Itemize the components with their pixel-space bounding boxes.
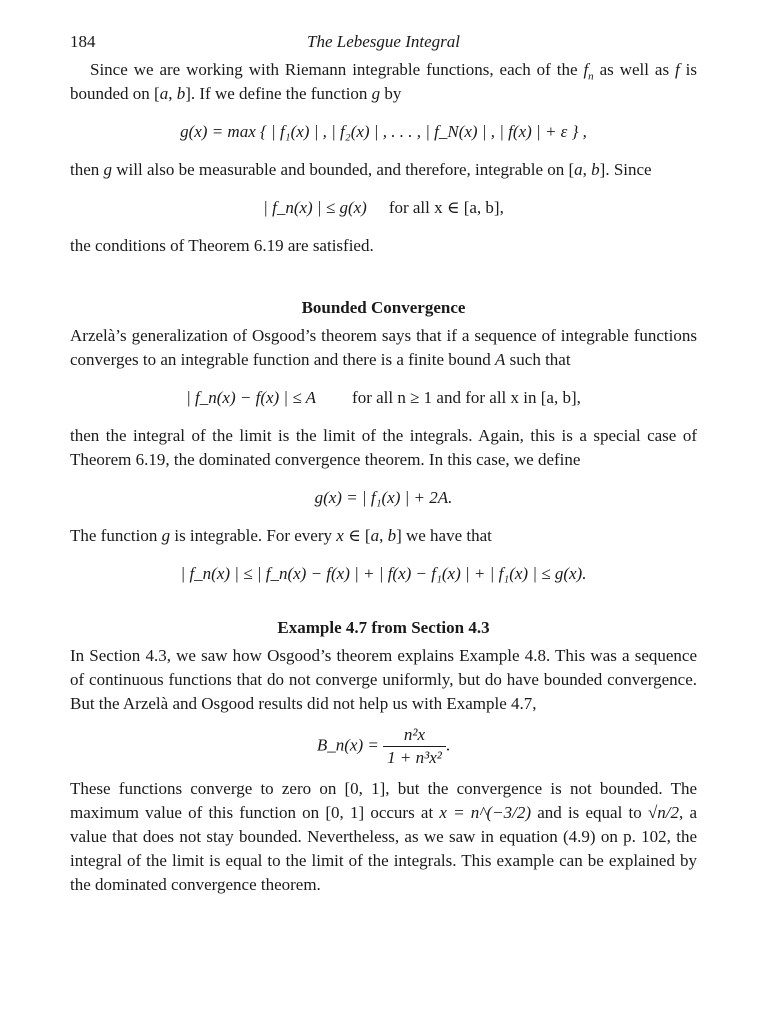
equation-chain-inequality: | f_n(x) | ≤ | f_n(x) − f(x) | + | f(x) − f₁(x) | + | f₁(x) | ≤ g(x). — [180, 564, 587, 583]
page-header — [70, 32, 697, 56]
page-number: 184 — [70, 32, 96, 51]
fraction — [383, 724, 446, 769]
paragraph-1: Since we are working with Riemann integrable functions, each of the $f_n$ as well as f is bounded on [a, b]. If we define the function g by — [70, 60, 698, 103]
equation-Bn: B_n(x) = $\frac{\text{n²x}}{\text{1 + n³x²}}$ . — [316, 725, 451, 767]
fraction-denominator: 1 + n³x² — [387, 748, 442, 767]
paragraph-4: Arzelà’s generalization of Osgood’s theorem says that if a sequence of integrable functions converges to an integrable function and there is a finite bound A such that — [70, 326, 697, 369]
paragraph-7: In Section 4.3, we saw how Osgood’s theorem explains Example 4.8. This was a sequence of continuous functions that do not converge uniformly, but do have bounded convergence. But the Arzelà and Osgood results did not help us with Example 4.7, — [70, 646, 697, 713]
running-title: The Lebesgue Integral — [307, 32, 460, 51]
paragraph-3: the conditions of Theorem 6.19 are satisfied. — [70, 236, 374, 255]
equation-g-max: g(x) = max { | f₁(x) | , | f₂(x) | , . . . , | f_N(x) | , | f(x) | + ε } , — [180, 122, 587, 141]
equation-bound-A: | f_n(x) − f(x) | ≤ A for all n ≥ 1 and for all x in [a, b], — [186, 388, 581, 407]
paragraph-6: The function g is integrable. For every x ∈ [a, b] we have that — [70, 526, 492, 545]
section-heading-bounded-convergence: Bounded Convergence — [301, 298, 466, 317]
equation-g-def: g(x) = | f₁(x) | + 2A. — [314, 488, 453, 507]
fraction-numerator: n²x — [383, 724, 446, 747]
page — [70, 32, 697, 897]
equation-fn-bound: | f_n(x) | ≤ g(x) for all x ∈ [a, b], — [263, 198, 504, 217]
paragraph-2: then g will also be measurable and bounded, and therefore, integrable on [a, b]. Since — [70, 160, 652, 179]
paragraph-8: These functions converge to zero on [0, 1], but the convergence is not bounded. The maximum value of this function on [0, 1] occurs at x = n^(−3/2) and is equal to √n/2, a value that does not stay bounded. Nevertheless, as we saw in equation (4.9) on p. 102, the integral of the limit is equal to the limit of the integrals. This example can be explained by the dominated convergence theorem. — [70, 779, 697, 894]
section-heading-example-4-7: Example 4.7 from Section 4.3 — [277, 618, 490, 637]
paragraph-5: then the integral of the limit is the limit of the integrals. Again, this is a special case of Theorem 6.19, the dominated convergence theorem. In this case, we define — [70, 426, 697, 469]
